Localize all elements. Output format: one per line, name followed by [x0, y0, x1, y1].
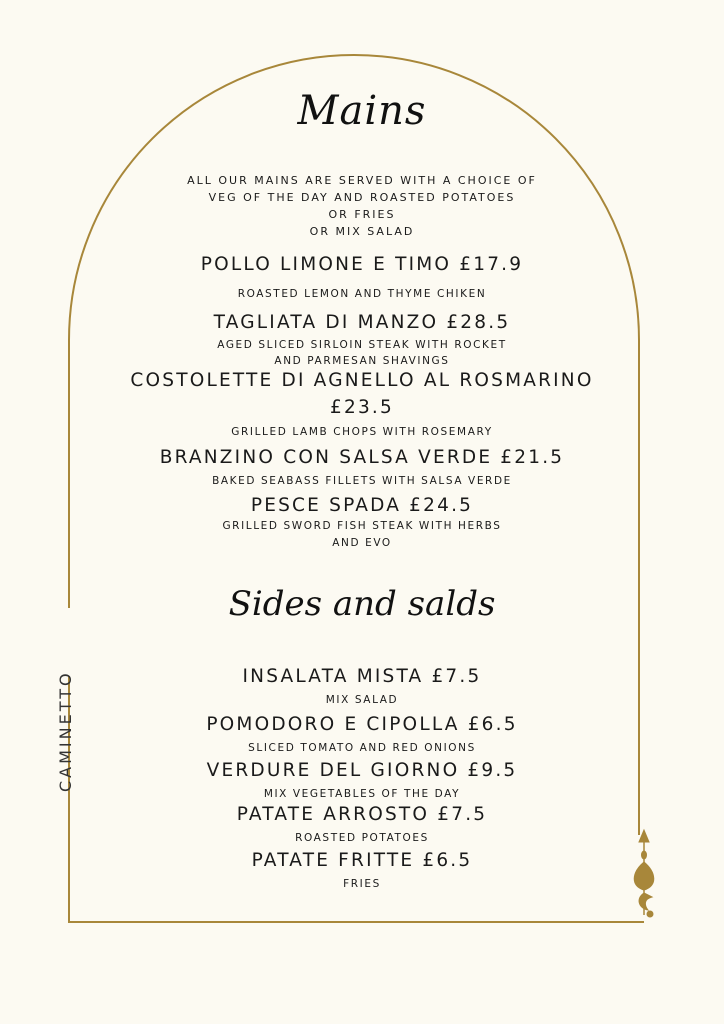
dish-description: GRILLED SWORD FISH STEAK WITH HERBS: [222, 520, 502, 532]
mains-intro-line: ALL OUR MAINS ARE SERVED WITH A CHOICE OF: [187, 174, 537, 187]
dish-description: AND PARMESAN SHAVINGS: [274, 355, 450, 367]
dish-name: POLLO LIMONE E TIMO £17.9: [200, 254, 524, 275]
dish-description: ROASTED LEMON AND THYME CHIKEN: [237, 288, 487, 300]
mains-title: Mains: [297, 88, 427, 134]
dish-name: PESCE SPADA £24.5: [250, 495, 474, 516]
dish-description: FRIES: [343, 878, 381, 890]
dish-name: POMODORO E CIPOLLA £6.5: [206, 714, 518, 735]
dish-price: £23.5: [330, 397, 394, 418]
mains-intro-line: VEG OF THE DAY AND ROASTED POTATOES: [208, 191, 516, 204]
dish-description: MIX VEGETABLES OF THE DAY: [263, 788, 461, 800]
dish-name: PATATE ARROSTO £7.5: [236, 804, 488, 825]
dish-description: AGED SLICED SIRLOIN STEAK WITH ROCKET: [217, 339, 507, 351]
dish-description: BAKED SEABASS FILLETS WITH SALSA VERDE: [212, 475, 512, 487]
dish-description: ROASTED POTATOES: [295, 832, 429, 844]
dish-name: PATATE FRITTE £6.5: [251, 850, 473, 871]
dish-description: SLICED TOMATO AND RED ONIONS: [248, 742, 476, 754]
mains-intro-line: OR FRIES: [328, 208, 396, 221]
dish-description: AND EVO: [332, 537, 392, 549]
dish-description: GRILLED LAMB CHOPS WITH ROSEMARY: [231, 426, 493, 438]
dish-name: INSALATA MISTA £7.5: [242, 666, 482, 687]
dish-name: VERDURE DEL GIORNO £9.5: [206, 760, 518, 781]
mains-intro: [0, 172, 724, 240]
brand-side-label: CAMINETTO: [56, 670, 75, 792]
mains-intro-line: OR MIX SALAD: [309, 225, 415, 238]
dish-description: MIX SALAD: [325, 694, 399, 706]
sides-title: Sides and salds: [228, 584, 496, 624]
dish-name: BRANZINO CON SALSA VERDE £21.5: [159, 447, 565, 468]
dish-name: COSTOLETTE DI AGNELLO AL ROSMARINO: [130, 370, 594, 391]
dish-name: TAGLIATA DI MANZO £28.5: [213, 312, 511, 333]
